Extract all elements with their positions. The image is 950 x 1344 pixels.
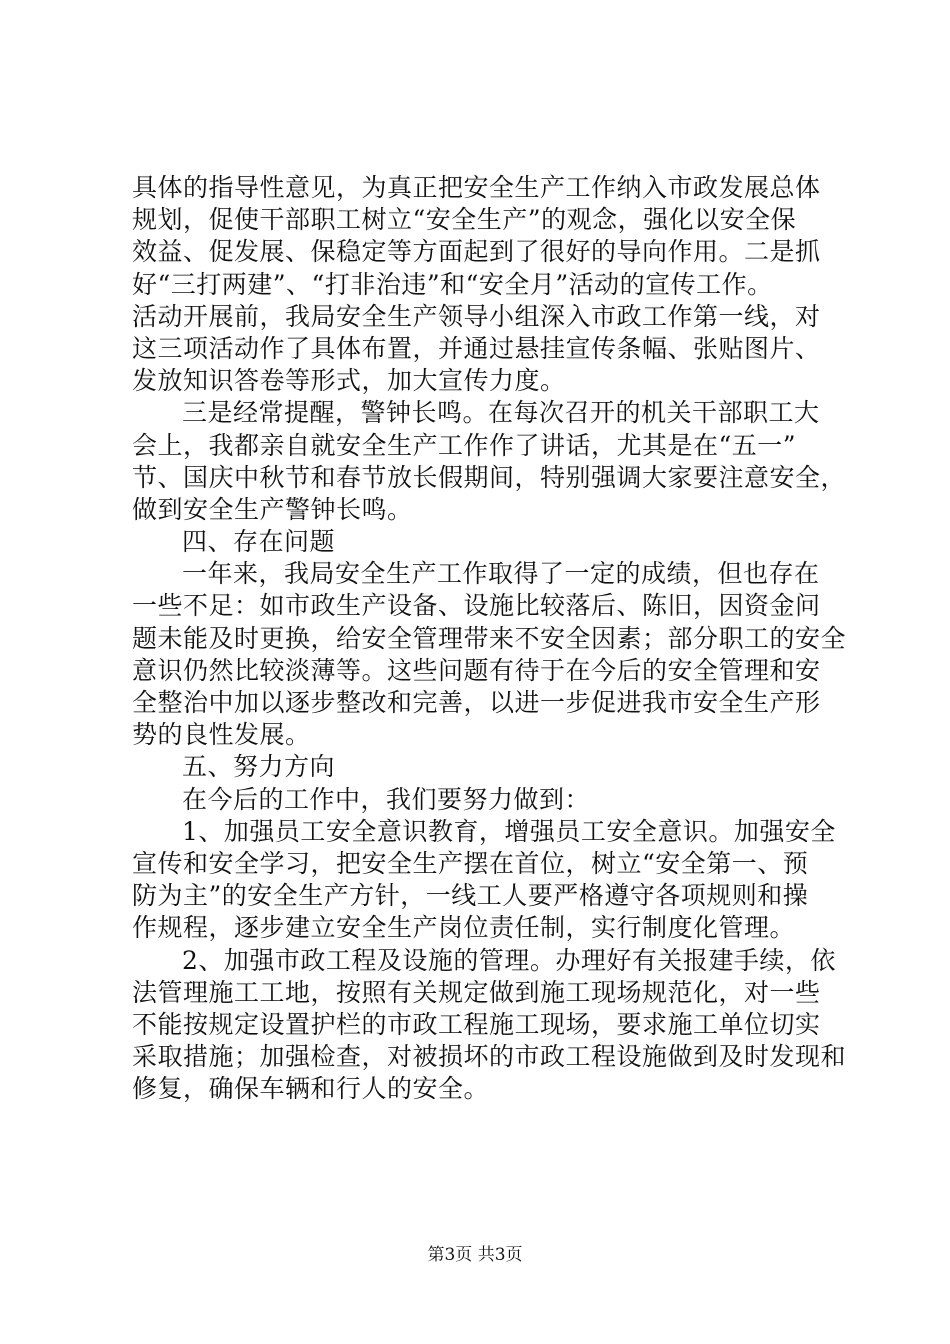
paragraph-line: 这三项活动作了具体布置，并通过悬挂宣传条幅、张贴图片、 xyxy=(132,333,821,363)
paragraph-line: 好“三打两建”、“打非治违”和“安全月”活动的宣传工作。 xyxy=(132,269,773,299)
paragraph-line: 规划，促使干部职工树立“安全生产”的观念，强化以安全保 xyxy=(132,205,797,235)
document-body xyxy=(132,172,847,1105)
paragraph-line: 意识仍然比较淡薄等。这些问题有待于在今后的安全管理和安 xyxy=(132,655,821,685)
paragraph-line: 全整治中加以逐步整改和完善，以进一步促进我市安全生产形 xyxy=(132,688,821,717)
paragraph-line: 在今后的工作中，我们要努力做到： xyxy=(182,784,591,814)
paragraph-line: 效益、促发展、保稳定等方面起到了很好的导向作用。二是抓 xyxy=(132,237,821,267)
paragraph-line: 三是经常提醒，警钟长鸣。在每次召开的机关干部职工大 xyxy=(182,398,820,428)
paragraph-line: 不能按规定设置护栏的市政工程施工现场，要求施工单位切实 xyxy=(132,1009,821,1039)
paragraph-line: 具体的指导性意见，为真正把安全生产工作纳入市政发展总体 xyxy=(132,173,821,202)
section-heading: 四、存在问题 xyxy=(182,527,336,557)
page-footer: 第3页 共3页 xyxy=(427,1245,523,1265)
paragraph-line: 一些不足：如市政生产设备、设施比较落后、陈旧，因资金问 xyxy=(132,591,821,621)
paragraph-line: 1、加强员工安全意识教育，增强员工安全意识。加强安全 xyxy=(182,816,836,846)
section-heading: 五、努力方向 xyxy=(182,752,336,782)
paragraph-line: 采取措施；加强检查，对被损坏的市政工程设施做到及时发现和 xyxy=(132,1042,847,1072)
paragraph-line: 修复，确保车辆和行人的安全。 xyxy=(132,1074,490,1104)
paragraph-line: 2、加强市政工程及设施的管理。办理好有关报建手续，依 xyxy=(182,945,836,975)
paragraph-line: 势的良性发展。 xyxy=(132,720,311,750)
paragraph-line: 会上，我都亲自就安全生产工作作了讲话，尤其是在“五一” xyxy=(132,430,797,460)
paragraph-line: 发放知识答卷等形式，加大宣传力度。 xyxy=(132,366,566,396)
paragraph-line: 宣传和安全学习，把安全生产摆在首位，树立“安全第一、预 xyxy=(132,848,809,878)
paragraph-line: 题未能及时更换，给安全管理带来不安全因素；部分职工的安全 xyxy=(132,623,847,653)
paragraph-line: 防为主”的安全生产方针，一线工人要严格遵守各项规则和操 xyxy=(132,881,809,911)
paragraph-line: 一年来，我局安全生产工作取得了一定的成绩，但也存在 xyxy=(182,559,820,589)
paragraph-line: 活动开展前，我局安全生产领导小组深入市政工作第一线，对 xyxy=(132,301,821,331)
paragraph-line: 做到安全生产警钟长鸣。 xyxy=(132,494,413,524)
paragraph-line: 法管理施工工地，按照有关规定做到施工现场规范化，对一些 xyxy=(132,977,821,1007)
paragraph-line: 节、国庆中秋节和春节放长假期间，特别强调大家要注意安全， xyxy=(132,462,847,492)
paragraph-line: 作规程，逐步建立安全生产岗位责任制，实行制度化管理。 xyxy=(132,913,796,943)
